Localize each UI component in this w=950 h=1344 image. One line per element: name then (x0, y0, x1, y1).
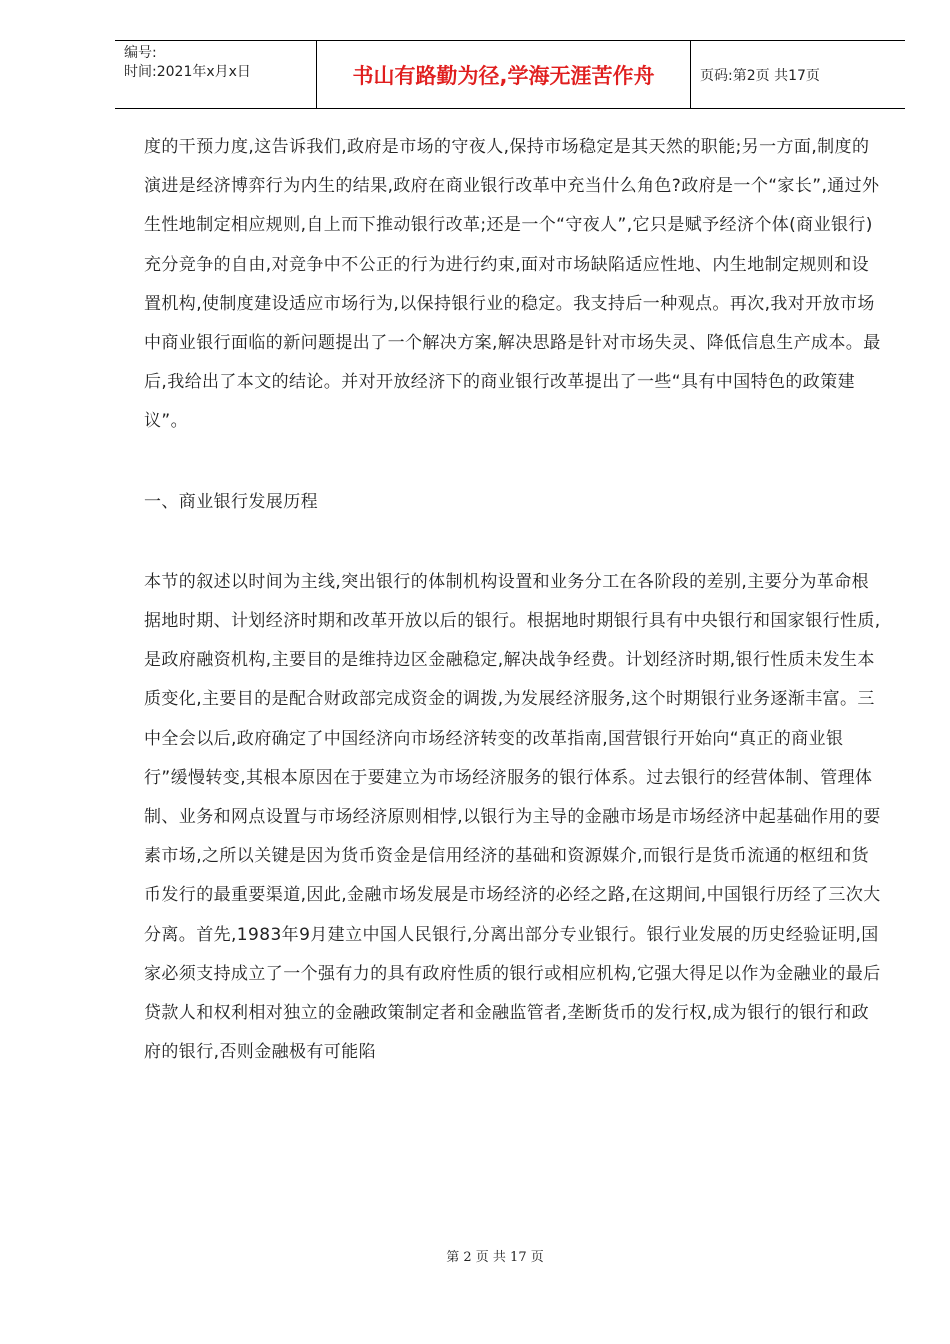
document-number-label: 编号: (124, 45, 157, 61)
header-meta (115, 41, 317, 108)
header-page-label: 页码:第2页 共17页 (700, 67, 820, 84)
page-header (115, 40, 905, 109)
body-paragraph: 本节的叙述以时间为主线,突出银行的体制机构设置和业务分工在各阶段的差别,主要分为革命根据地时期、计划经济时期和改革开放以后的银行。根据地时期银行具有中央银行和国家银行性质,是政府融资机构,主要目的是维持边区金融稳定,解决战争经费。计划经济时期,银行性质未发生本质变化,主要目的是配合财政部完成资金的调拨,为发展经济服务,这个时期银行业务逐渐丰富。三中全会以后,政府确定了中国经济向市场经济转变的改革指南,国营银行开始向“真正的商业银行”缓慢转变,其根本原因在于要建立为市场经济服务的银行体系。过去银行的经营体制、管理体制、业务和网点设置与市场经济原则相悖,以银行为主导的金融市场是市场经济中起基础作用的要素市场,之所以关键是因为货币资金是信用经济的基础和资源媒介,而银行是货币流通的枢纽和货币发行的最重要渠道,因此,金融市场发展是市场经济的必经之路,在这期间,中国银行历经了三次大分离。首先,1983年9月建立中国人民银行,分离出部分专业银行。银行业发展的历史经验证明,国家必须支持成立了一个强有力的具有政府性质的银行或相应机构,它强大得足以作为金融业的最后贷款人和权利相对独立的金融政策制定者和金融监管者,垄断货币的发行权,成为银行的银行和政府的银行,否则金融极有可能陷 (144, 571, 881, 1063)
body-paragraph: 度的干预力度,这告诉我们,政府是市场的守夜人,保持市场稳定是其天然的职能;另一方面,制度的演进是经济博弈行为内生的结果,政府在商业银行改革中充当什么角色?政府是一个“家长”,通过外生性地制定相应规则,自上而下推动银行改革;还是一个“守夜人”,它只是赋予经济个体(商业银行)充分竞争的自由,对竞争中不公正的行为进行约束,面对市场缺陷适应性地、内生地制定规则和设置机构,使制度建设适应市场行为,以保持银行业的稳定。我支持后一种观点。再次,我对开放市场中商业银行面临的新问题提出了一个解决方案,解决思路是针对市场失灵、降低信息生产成本。最后,我给出了本文的结论。并对开放经济下的商业银行改革提出了一些“具有中国特色的政策建议”。 (144, 137, 881, 432)
document-time-label: 时间:2021年x月x日 (124, 64, 251, 80)
document-body (144, 128, 884, 1072)
section-heading: 一、商业银行发展历程 (144, 491, 318, 512)
page-footer: 第 2 页 共 17 页 (446, 1250, 544, 1265)
header-motto: 书山有路勤为径,学海无涯苦作舟 (317, 41, 691, 108)
